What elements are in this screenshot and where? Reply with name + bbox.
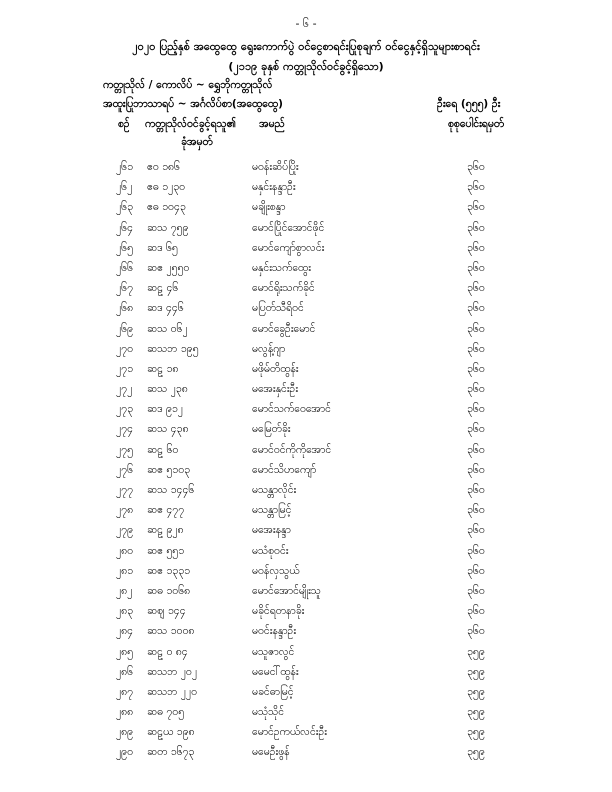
table-row (0, 157, 612, 177)
table-row (0, 278, 612, 298)
student-name: မောင်ပြိုင်အောင်ဖိုင် (252, 221, 325, 234)
total-count: ဦးရေ (၅၅၅) ဦး (437, 98, 501, 110)
row-number: ၂၇၀ (116, 342, 133, 355)
student-name: မောင်ခွေဦးမောင် (252, 322, 316, 335)
table-row (0, 621, 612, 641)
row-number: ၂၆၉ (116, 322, 133, 335)
student-name: မသူဇာလွင် (252, 645, 295, 658)
roll-number: ဆဠ ၉၂၈ (147, 524, 184, 537)
row-number: ၂၇၁ (116, 362, 133, 375)
roll-number: ဆသ ၁၄၄၆ (147, 484, 195, 496)
student-name: မအေးနှင်းဦး (252, 383, 298, 396)
row-number: ၂၆၈ (116, 302, 134, 315)
student-name: မသန္တာမြင့် (252, 504, 292, 517)
student-name: မောင်သိဟကျော် (252, 463, 317, 476)
total-marks: ၃၆၀ (467, 201, 485, 214)
total-marks: ၃၆၀ (467, 161, 485, 173)
table-row (0, 520, 612, 540)
roll-number: ဆဧ ၄၇၇ (147, 504, 185, 517)
table-row (0, 541, 612, 561)
header-no: စဉ် (118, 118, 130, 130)
student-name: မဝင်းနန္ဒာဦး (252, 625, 297, 638)
total-marks: ၃၆၀ (467, 342, 485, 355)
total-marks: ၃၆၀ (467, 564, 485, 577)
total-marks: ၃၆၀ (467, 362, 485, 375)
student-name: မောင်ရိုးသက်ခိုင် (252, 282, 315, 295)
roll-number: ဆတ ၁၆၇၃ (147, 746, 195, 759)
total-marks: ၃၆၀ (467, 221, 485, 234)
student-name: မောင်ဥကယ်လင်းဦး (252, 726, 327, 739)
table-row (0, 197, 612, 217)
roll-number: ဆသ ၀၆၂ (147, 322, 188, 335)
roll-number: ဆဒ ၆၅ (147, 241, 178, 254)
total-marks: ၃၆၀ (467, 443, 485, 456)
row-number: ၂၆၆ (116, 261, 133, 274)
total-marks: ၃၆၀ (467, 463, 485, 476)
table-row (0, 480, 612, 500)
table-row (0, 662, 612, 682)
student-name: မပြတ်သီရိဝင် (252, 302, 304, 315)
student-name: မသံစုဝင်း (252, 544, 289, 557)
table-row (0, 500, 612, 520)
row-number: ၂၈၂ (116, 584, 133, 597)
header-name: အမည် (259, 118, 285, 130)
major-label: အထူးပြုဘာသာရပ် ~ အင်္ဂလိပ်စာ(အထွေထွေ) (103, 98, 283, 110)
total-marks: ၃၅၉ (467, 665, 485, 678)
student-name: မဝန်းဆိပ်ပြိုး (252, 161, 299, 173)
row-number: ၂၆၁ (116, 161, 133, 173)
table-row (0, 258, 612, 278)
total-marks: ၃၅၉ (467, 706, 485, 719)
row-number: ၂၇၂ (116, 383, 133, 396)
row-number: ၂၈၆ (116, 665, 134, 678)
student-name: မအေးနန္ဒာ (252, 524, 291, 537)
total-marks: ၃၆၀ (467, 282, 485, 295)
student-name: မောင်ဝင်ကိုကိုအောင် (252, 443, 332, 456)
table-row (0, 379, 612, 399)
roll-number: ဆဒ ၄၄၆ (147, 302, 184, 315)
roll-number: ဆသဘ ၁၉၅ (147, 342, 199, 355)
student-name: မောင်ကျော်စွာလင်း (252, 241, 325, 254)
row-number: ၂၆၃ (116, 201, 133, 214)
document-title: ၂၀၂၀ ပြည့်နှစ် အထွေထွေ ရွေးကောက်ပွဲ ဝင်ငွေစာရင်းပြုစုချက် ဝင်ငွေနှင့်ရှိသူများစာရင်း (132, 40, 480, 53)
table-row (0, 440, 612, 460)
total-marks: ၃၆၀ (467, 181, 485, 194)
row-number: ၂၈၈ (116, 706, 134, 719)
roll-number: ဆဠ ၀ ၈၄ (147, 645, 188, 658)
student-name: မခိုင်ရတနာခိုး (252, 605, 305, 618)
roll-number: ဧဝ ၁၈၆ (147, 161, 180, 173)
roll-number: ဆဧ ၂၅၅၀ (147, 261, 190, 274)
roll-number: ဆဓ ၇၀၅ (147, 706, 185, 719)
table-row (0, 601, 612, 621)
row-number: ၂၆၄ (116, 221, 133, 234)
roll-number: ဆသ ၁၀၀၈ (147, 625, 195, 638)
total-marks: ၃၆၀ (467, 261, 485, 274)
table-row (0, 722, 612, 742)
total-marks: ၃၆၀ (467, 544, 485, 557)
header-roll-number-sub: ခုံအမှတ် (181, 136, 213, 148)
total-marks: ၃၆၀ (467, 241, 485, 254)
row-number: ၂၈၄ (116, 625, 134, 638)
student-name: မောင်သက်ဝေအောင် (252, 403, 331, 416)
row-number: ၂၇၈ (116, 504, 134, 517)
university-label: ကတ္တုသိုလ် / ကောလိပ် ~ ရွှေဘိုကတ္တုသိုလ် (103, 79, 273, 91)
student-name: မခင်ဓာမြင့် (252, 685, 294, 698)
row-number: ၂၈၁ (116, 564, 134, 577)
row-number: ၂၈၅ (116, 645, 134, 658)
student-name: မောင်အောင်မျိုးသူ (252, 584, 321, 597)
row-number: ၂၇၇ (116, 484, 133, 496)
student-name: မချိုးစန္ဒာ (252, 201, 286, 214)
roll-number: ဆသ ၂၃၈ (147, 383, 188, 396)
row-number: ၂၆၅ (116, 241, 133, 254)
table-row (0, 561, 612, 581)
roll-number: ဆဒ ၉၁၂ (147, 403, 183, 416)
roll-number: ဆသ ၇၅၉ (147, 221, 189, 234)
table-row (0, 419, 612, 439)
header-roll-number: ကတ္တုသိုလ်ဝင်ခွင့်ရသူ၏ (145, 118, 236, 130)
student-name: မသန္တာလိုင်း (252, 484, 297, 496)
total-marks: ၃၆၀ (467, 504, 485, 517)
roll-number: ဆဧ ၅၁၀၃ (147, 463, 191, 476)
header-total-marks: စုစုပေါင်းရမှတ် (448, 118, 505, 130)
table-row (0, 238, 612, 258)
row-number: ၂၈၇ (116, 685, 134, 698)
student-name: မလွန့်ဂျာ (252, 342, 286, 355)
row-number: ၂၆၂ (116, 181, 133, 194)
roll-number: ဆဠ ၁၈ (147, 362, 179, 375)
student-name: မမြေတ်ခိုး (252, 423, 291, 436)
table-row (0, 298, 612, 318)
roll-number: ဆသဘ ၂၀၂ (147, 665, 197, 678)
total-marks: ၃၆၀ (467, 484, 485, 496)
table-row (0, 319, 612, 339)
student-name: မဝန်လှသွယ် (252, 564, 300, 577)
student-name: မဖိုမ်တိထွန်း (252, 362, 299, 375)
roll-number: ဆဧ ၅၅၁ (147, 544, 185, 557)
row-number: ၂၈၉ (116, 726, 134, 739)
total-marks: ၃၅၉ (467, 685, 485, 698)
table-row (0, 642, 612, 662)
table-row (0, 359, 612, 379)
roll-number: ဧဓ ၁၀၄၃ (147, 201, 186, 214)
total-marks: ၃၆၀ (467, 322, 485, 335)
total-marks: ၃၆၀ (467, 423, 485, 436)
student-name: မမေငါ်ထွန်း (252, 665, 299, 678)
row-number: ၂၇၆ (116, 463, 133, 476)
roll-number: ဆသ ၄၃၈ (147, 423, 189, 436)
student-name: မမေဦးဖွန် (252, 746, 290, 759)
student-name: မသုံသိုင် (252, 706, 285, 719)
row-number: ၂၇၃ (116, 403, 133, 416)
roll-number: ဧဓ ၁၂၃၀ (147, 181, 186, 194)
total-marks: ၃၆၀ (467, 524, 485, 537)
total-marks: ၃၅၉ (467, 645, 485, 658)
row-number: ၂၉၀ (116, 746, 133, 759)
total-marks: ၃၆၀ (467, 625, 485, 638)
table-row (0, 581, 612, 601)
roll-number: ဆဠယ ၁၉၈ (147, 726, 195, 739)
roll-number: ဆဈ ၁၄၄ (147, 605, 186, 618)
row-number: ၂၈၃ (116, 605, 134, 618)
table-row (0, 682, 612, 702)
total-marks: ၃၅၉ (467, 746, 485, 759)
total-marks: ၃၆၀ (467, 403, 485, 416)
row-number: ၂၇၉ (116, 524, 133, 537)
total-marks: ၃၆၀ (467, 302, 485, 315)
student-name: မနှင်းသက်ထွေး (252, 261, 311, 274)
table-row (0, 177, 612, 197)
roll-number: ဆဧ ၁၃၃၁ (147, 564, 191, 577)
roll-number: ဆဠ ၄၆ (147, 282, 179, 295)
total-marks: ၃၆၀ (467, 584, 485, 597)
row-number: ၂၆၇ (116, 282, 133, 295)
table-row (0, 339, 612, 359)
row-number: ၂၇၄ (116, 423, 133, 436)
table-row (0, 218, 612, 238)
total-marks: ၃၆၀ (467, 383, 485, 396)
row-number: ၂၇၅ (116, 443, 133, 456)
results-table (0, 157, 612, 763)
roll-number: ဆဠ ၆၀ (147, 443, 179, 456)
table-row (0, 399, 612, 419)
total-marks: ၃၆၀ (467, 605, 485, 618)
roll-number: ဆဓ ၁၀၆၈ (147, 584, 191, 597)
document-subtitle: (၂၁၁၉ ခုနှစ် ကတ္တုသိုလ်ဝင်ခွင့်ရှိသော) (228, 60, 384, 73)
total-marks: ၃၅၉ (467, 726, 485, 739)
student-name: မနှင်းနန္ဒာဦး (252, 181, 296, 194)
row-number: ၂၈၀ (116, 544, 134, 557)
table-row (0, 742, 612, 762)
page-number: - ၆ - (295, 17, 317, 30)
roll-number: ဆသဘ ၂၂၀ (147, 685, 197, 698)
table-row (0, 702, 612, 722)
table-row (0, 460, 612, 480)
